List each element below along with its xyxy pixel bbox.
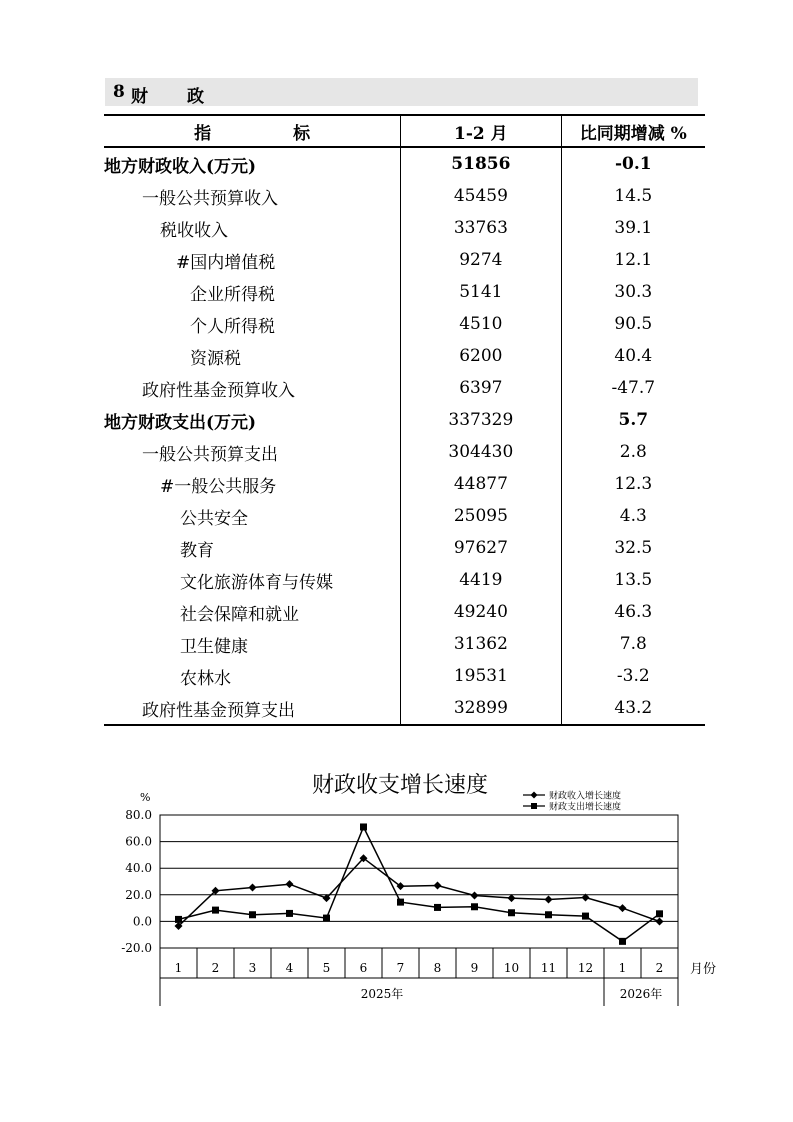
fiscal-table [104, 114, 705, 726]
x-tick-label: 2 [211, 961, 220, 975]
row-change: 39.1 [614, 218, 653, 238]
data-point-expenditure [175, 916, 182, 923]
x-tick-label: 1 [174, 961, 183, 975]
row-indicator: 一般公共预算支出 [104, 436, 401, 468]
x-tick-label: 8 [433, 961, 442, 975]
table-row [104, 308, 705, 340]
table-row [104, 628, 705, 660]
row-indicator: 政府性基金预算支出 [104, 692, 401, 725]
row-change: 30.3 [614, 282, 653, 302]
row-indicator: 教育 [104, 532, 401, 564]
row-change: 12.1 [614, 250, 653, 270]
header-indicator [104, 115, 401, 147]
row-change: -0.1 [614, 154, 652, 174]
data-point-income [249, 883, 257, 891]
row-value: 304430 [401, 436, 562, 468]
table-row [104, 372, 705, 404]
growth-chart [0, 760, 793, 1020]
data-point-expenditure [212, 907, 219, 914]
section-header [105, 78, 698, 106]
row-value: 6200 [401, 340, 562, 372]
row-change: 2.8 [619, 442, 647, 462]
chart-title: 财政收支增长速度 [311, 773, 489, 798]
table-row [104, 468, 705, 500]
row-change: 32.5 [614, 538, 653, 558]
table-row [104, 244, 705, 276]
year-group-label: 2025年 [360, 987, 404, 1001]
row-value: 6397 [401, 372, 562, 404]
row-indicator: #一般公共服务 [104, 468, 401, 500]
row-value: 31362 [401, 628, 562, 660]
x-tick-label: 6 [359, 961, 368, 975]
table-row [104, 212, 705, 244]
legend-label: 财政支出增长速度 [549, 802, 622, 813]
table-row [104, 436, 705, 468]
data-point-expenditure [360, 823, 367, 830]
data-point-income [619, 904, 627, 912]
plot-frame [160, 815, 678, 948]
legend-marker-square [531, 803, 537, 809]
row-indicator: 企业所得税 [104, 276, 401, 308]
data-point-income [286, 880, 294, 888]
chart-legend [523, 790, 621, 813]
row-value: 51856 [401, 147, 562, 180]
section-number: 8 [113, 82, 125, 102]
row-change: -47.7 [611, 378, 656, 398]
data-point-income [656, 918, 664, 926]
row-indicator: 地方财政收入(万元) [104, 147, 401, 180]
table-row [104, 340, 705, 372]
row-change: 43.2 [561, 692, 705, 725]
row-value: 4510 [401, 308, 562, 340]
table-row [104, 147, 705, 180]
row-change: 14.5 [614, 186, 653, 206]
row-value: 44877 [401, 468, 562, 500]
x-tick-label: 2 [655, 961, 664, 975]
x-tick-label: 9 [470, 961, 479, 975]
row-value: 4419 [401, 564, 562, 596]
data-point-expenditure [545, 911, 552, 918]
legend-label: 财政收入增长速度 [549, 791, 622, 802]
data-point-expenditure [286, 910, 293, 917]
data-point-expenditure [323, 915, 330, 922]
data-point-income [434, 881, 442, 889]
x-tick-label: 1 [618, 961, 627, 975]
data-point-expenditure [471, 903, 478, 910]
row-change: 4.3 [619, 506, 647, 526]
data-point-income [471, 891, 479, 899]
row-value: 97627 [401, 532, 562, 564]
row-value: 49240 [401, 596, 562, 628]
row-change: 40.4 [614, 346, 653, 366]
table-row [104, 532, 705, 564]
row-indicator: 地方财政支出(万元) [104, 404, 401, 436]
data-point-expenditure [508, 909, 515, 916]
table-row [104, 564, 705, 596]
legend-marker-diamond [531, 792, 538, 799]
section-title-part2: 政 [187, 87, 204, 107]
table-row [104, 276, 705, 308]
section-title-part1: 财 [131, 87, 148, 107]
row-value: 33763 [401, 212, 562, 244]
table-header-row [104, 115, 705, 147]
y-tick-labels [121, 808, 152, 955]
row-value: 9274 [401, 244, 562, 276]
row-indicator: 卫生健康 [104, 628, 401, 660]
table-row [104, 692, 705, 725]
row-indicator: 个人所得税 [104, 308, 401, 340]
x-tick-label: 4 [285, 961, 294, 975]
year-group-label: 2026年 [619, 987, 663, 1001]
y-tick-label: 60.0 [125, 834, 152, 849]
row-indicator: #国内增值税 [104, 244, 401, 276]
row-value: 25095 [401, 500, 562, 532]
row-indicator: 一般公共预算收入 [104, 180, 401, 212]
row-change: 7.8 [619, 634, 647, 654]
y-tick-label: -20.0 [121, 941, 152, 955]
row-value: 45459 [401, 180, 562, 212]
header-indicator-a: 指 [194, 123, 212, 144]
data-point-expenditure [656, 910, 663, 917]
y-tick-label: 20.0 [125, 887, 152, 902]
x-axis [160, 948, 678, 1006]
row-indicator: 社会保障和就业 [104, 596, 401, 628]
row-indicator: 政府性基金预算收入 [104, 372, 401, 404]
header-indicator-b: 标 [293, 123, 311, 144]
y-tick-label: 40.0 [125, 861, 152, 876]
chart-grid [160, 815, 678, 948]
row-change: 46.3 [614, 602, 653, 622]
x-tick-label: 11 [540, 961, 557, 975]
data-point-expenditure [434, 904, 441, 911]
x-tick-label: 10 [503, 961, 520, 975]
row-value: 5141 [401, 276, 562, 308]
data-point-income [545, 895, 553, 903]
data-point-income [508, 894, 516, 902]
data-point-expenditure [397, 899, 404, 906]
row-value: 337329 [401, 404, 562, 436]
table-row [104, 660, 705, 692]
row-indicator: 资源税 [104, 340, 401, 372]
row-indicator: 农林水 [104, 660, 401, 692]
table-row [104, 404, 705, 436]
x-tick-label: 12 [577, 961, 594, 975]
data-point-expenditure [249, 911, 256, 918]
table-row [104, 500, 705, 532]
row-value: 32899 [401, 692, 562, 725]
header-change: 比同期增减 % [561, 115, 705, 147]
data-point-expenditure [619, 938, 626, 945]
row-indicator: 税收收入 [104, 212, 401, 244]
row-change: 13.5 [614, 570, 653, 590]
row-indicator: 公共安全 [104, 500, 401, 532]
row-change: -3.2 [616, 666, 650, 686]
table-row [104, 596, 705, 628]
x-tick-label: 3 [248, 961, 257, 975]
data-point-expenditure [582, 913, 589, 920]
x-tick-label: 5 [322, 961, 331, 975]
row-indicator: 文化旅游体育与传媒 [104, 564, 401, 596]
row-change: 90.5 [614, 314, 653, 334]
row-change: 12.3 [614, 474, 653, 494]
x-tick-label: 7 [396, 961, 405, 975]
row-change: 5.7 [618, 410, 649, 430]
header-period: 1-2 月 [401, 115, 562, 147]
x-axis-label: 月份 [690, 962, 717, 977]
y-tick-label: 0.0 [132, 914, 152, 929]
series-line-2 [179, 827, 660, 941]
y-tick-label: 80.0 [125, 808, 152, 822]
y-axis-label: % [140, 791, 151, 804]
row-value: 19531 [401, 660, 562, 692]
table-row [104, 180, 705, 212]
